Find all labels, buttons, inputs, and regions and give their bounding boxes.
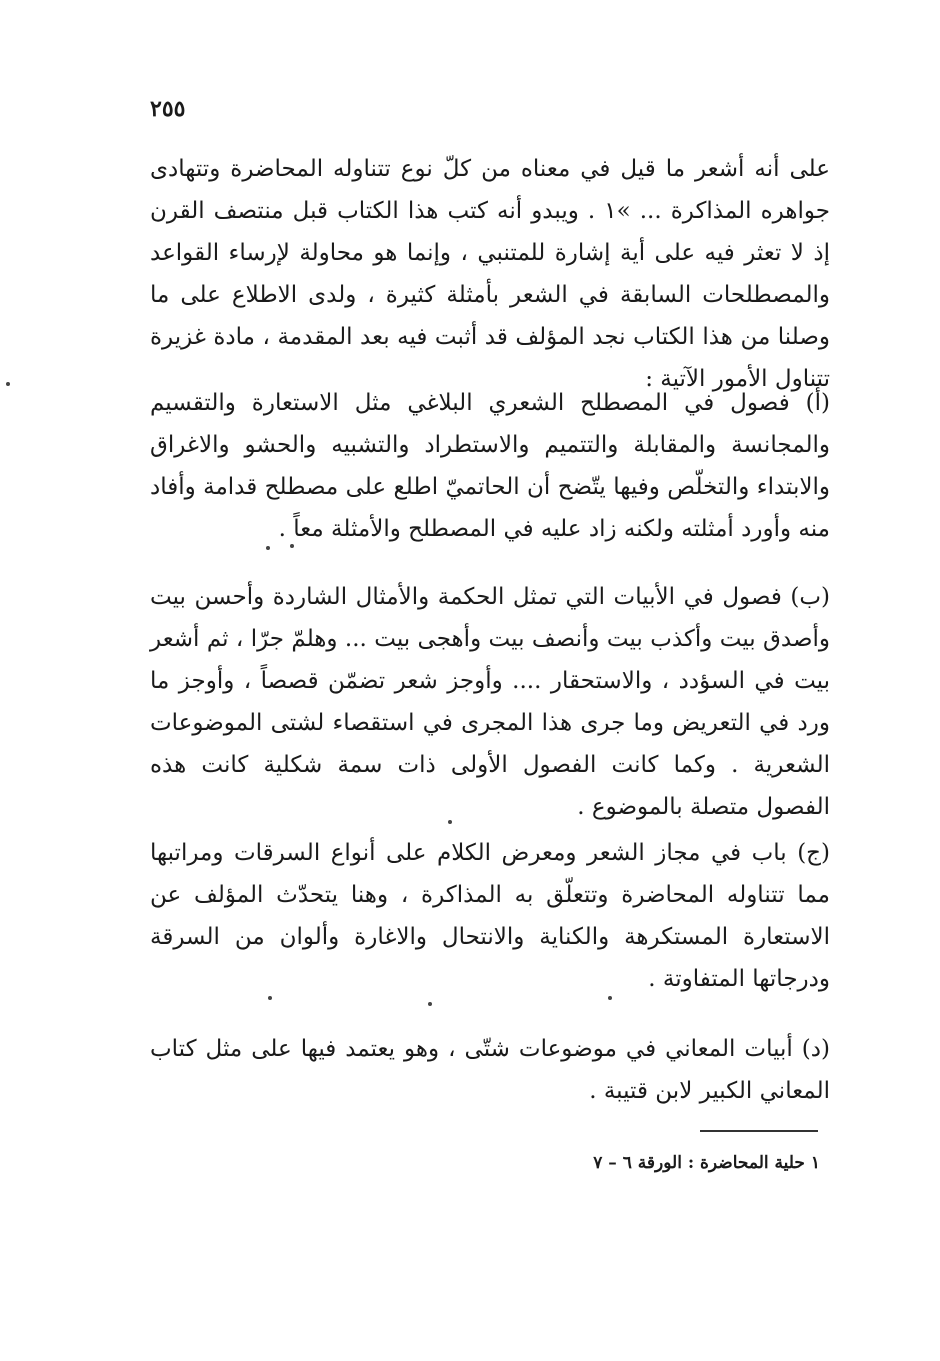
scan-speck <box>266 546 270 550</box>
intro-paragraph: على أنه أشعر ما قيل في معناه من كلّ نوع تتناوله المحاضرة وتتهادى جواهره المذاكرة ... »١ . ويبدو أنه كتب هذا الكتاب قبل منتصف القرن إذ لا تعثر فيه على أية إشارة للمتنبي ، وإنما هو محاولة لإرساء القواعد والمصطلحات السابقة في الشعر بأمثلة كثيرة ، ولدى الاطلاع على ما وصلنا من هذا الكتاب نجد المؤلف قد أثبت فيه بعد المقدمة ، مادة غزيرة تتناول الأمور الآتية : <box>150 156 830 392</box>
scan-speck <box>608 996 612 1000</box>
footnote-separator <box>700 1130 818 1132</box>
scan-speck <box>268 996 272 1000</box>
paragraph-b: (ب) فصول في الأبيات التي تمثل الحكمة والأمثال الشاردة وأحسن بيت وأصدق بيت وأكذب بيت وأنصف بيت وأهجى بيت ... وهلمّ جرّا ، ثم أشعر بيت في السؤدد ، والاستحقار .... وأوجز شعر تضمّن قصصاً ، وأوجز ما ورد في التعريض وما جرى هذا المجرى في استقصاء لشتى الموضوعات الشعرية . وكما كانت الفصول الأولى ذات سمة شكلية كانت هذه الفصول متصلة بالموضوع . <box>150 584 830 820</box>
scan-speck <box>448 820 452 824</box>
paragraph-a: (أ) فصول في المصطلح الشعري البلاغي مثل الاستعارة والتقسيم والمجانسة والمقابلة والتتميم والاستطراد والتشبيه والحشو والاغراق والابتداء والتخلّص وفيها يتّضح أن الحاتميّ اطلع على مصطلح قدامة وأفاد منه وأورد أمثلته ولكنه زاد عليه في المصطلح والأمثلة معاً . <box>150 390 830 542</box>
scan-speck <box>428 1002 432 1006</box>
footnote: ١ حلية المحاضرة : الورقة ٦ – ٧ <box>593 1153 820 1173</box>
scan-speck <box>290 544 294 548</box>
paragraph-c: (ج) باب في مجاز الشعر ومعرض الكلام على أنواع السرقات ومراتبها مما تتناوله المحاضرة وتتعلّق به المذاكرة ، وهنا يتحدّث المؤلف عن الاستعارة المستكرهة والكناية والانتحال والاغارة وألوان من السرقة ودرجاتها المتفاوتة . <box>150 840 830 992</box>
page-number: ٢٥٥ <box>150 96 186 122</box>
scan-speck <box>6 382 10 386</box>
paragraph-d: (د) أبيات المعاني في موضوعات شتّى ، وهو يعتمد فيها على مثل كتاب المعاني الكبير لابن قتيبة . <box>150 1036 830 1104</box>
